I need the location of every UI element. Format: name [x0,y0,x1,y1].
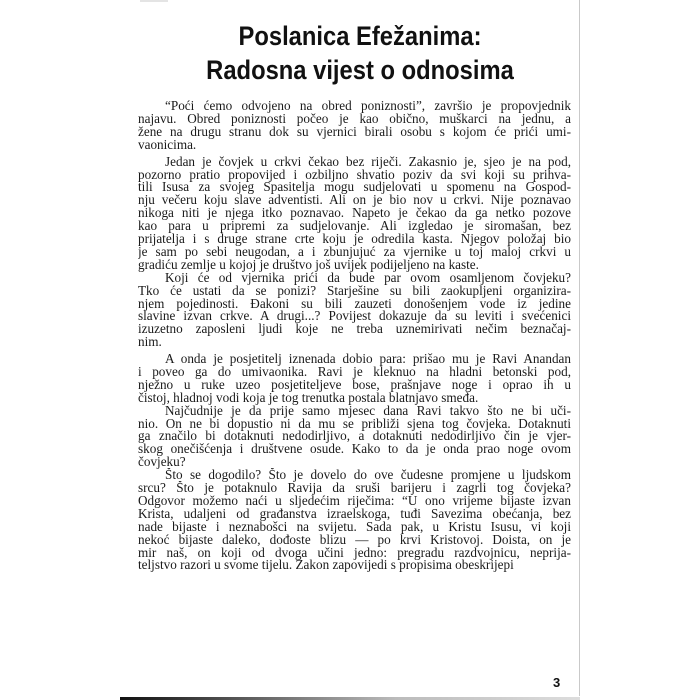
text-line: Jedan je čovjek u crkvi čekao bez riječi. Zakasnio je, sjeo je na pod, [165,155,571,169]
text-line: gradiću zemlje u kojoj je društvo još uvijek podijeljeno na kaste. [138,258,479,272]
text-line: srcu? Što je potaknulo Ravija da sruši barijeru i zagrli tog čovjeka? [138,481,571,495]
text-line: pozorno pratio propovijed i ozbiljno shvatio poziv da svi koji su prihva- [138,168,571,182]
page-number: 3 [553,675,561,690]
text-line: čistoj, hladnoj vodi koja je tog trenutka postala blatnjavo smeđa. [138,391,479,405]
text-line: teljstvo razori u svome tijelu. Zakon zapovijedi s propisima obeskrijepi [138,558,514,572]
text-line: nio. On ne bi dopustio ni da mu se približi sjena tog čovjeka. Dotaknuti [138,417,571,431]
text-line: Najčudnije je da prije samo mjesec dana Ravi takvo što ne bi uči- [165,404,571,418]
text-line: čovjeku? [138,455,186,469]
text-line: izuzetno zaposleni ljudi koje ne treba uznemirivati nečim beznačaj- [138,322,571,336]
text-line: je sam po sebi neugodan, a i zbunjujuć za vjernike u toj maloj crkvi u [138,245,571,259]
text-line: nade bijaste i neznabošci na svijetu. Sada pak, u Kristu Isusu, vi koji [138,520,571,534]
text-line: i poveo ga do umivaonika. Ravi je kleknuo na hladni betonski pod, [138,365,571,379]
text-line: Tko će ustati da se ponizi? Starješine su bili zaokupljeni organizira- [138,284,571,298]
text-line: A onda je posjetitelj iznenada dobio para: prišao mu je Ravi Anandan [165,352,571,366]
text-line: kao para u pripremi za sudjelovanje. Ali izgledao je siromašan, bez [138,219,571,233]
text-line: tili Isusa za svojeg Spasitelja mogu sudjelovati u spomenu na Gospod- [138,180,571,194]
text-line: Koji će od vjernika prići da bude par ovom osamljenom čovjeku? [165,271,571,285]
text-line: mir naš, on koji od dvoga učini jedno: pregradu razdvojnicu, neprija- [138,546,571,560]
text-line: vaonicima. [138,138,197,152]
text-line: nim. [138,335,162,349]
chapter-title-line-2: Radosna vijest o odnosima [206,55,514,85]
body-text [138,0,571,696]
text-line: nekoć bijaste daleko, dođoste blizu — po krvi Kristovoj. Doista, on je [138,533,571,547]
text-line: prijatelja i s druge strane crte koju je odredila kasta. Njegov položaj bio [138,232,571,246]
text-line: njem pojedinosti. Đakoni su bili zauzeti donošenjem vode iz jedine [138,297,571,311]
text-line: Odgovor možemo naći u sljedećim riječima: “U ono vrijeme bijaste izvan [138,494,571,508]
text-line: žene na drugu stranu dok su vjernici birali osobu s kojom će prići umi- [138,125,571,139]
text-line: ga značilo bi dotaknuti nedodirljivo, a dotaknuti nedodirljivo čin je vjer- [138,429,571,443]
text-line: slavine izvan crkve. A drugi...? Povijest dokazuje da su leviti i svećenici [138,309,571,323]
text-line: Što se dogodilo? Što je dovelo do ove čudesne promjene u ljudskom [165,468,571,482]
text-line: skog onečišćenja i društvene osude. Kako to da je onda prao noge ovom [138,442,571,456]
text-line: Krista, udaljeni od građanstva izraelskoga, tuđi Savezima obećanja, bez [138,507,571,521]
text-line: najavu. Obred poniznosti počeo je kao obično, muškarci na jednu, a [138,112,571,126]
text-line: nju večeru koju slave adventisti. Ali on je bio nov u crkvi. Nije poznavao [138,193,571,207]
text-line: nježno u ruke uzeo posjetiteljeve bose, prašnjave noge i oprao ih u [138,378,571,392]
text-line: nikoga niti je njega itko poznavao. Napeto je čekao da ga netko pozove [138,206,571,220]
chapter-title-line-1: Poslanica Efežanima: [238,21,482,51]
text-line: “Poći ćemo odvojeno na obred poniznosti”, završio je propovjednik [165,99,571,113]
